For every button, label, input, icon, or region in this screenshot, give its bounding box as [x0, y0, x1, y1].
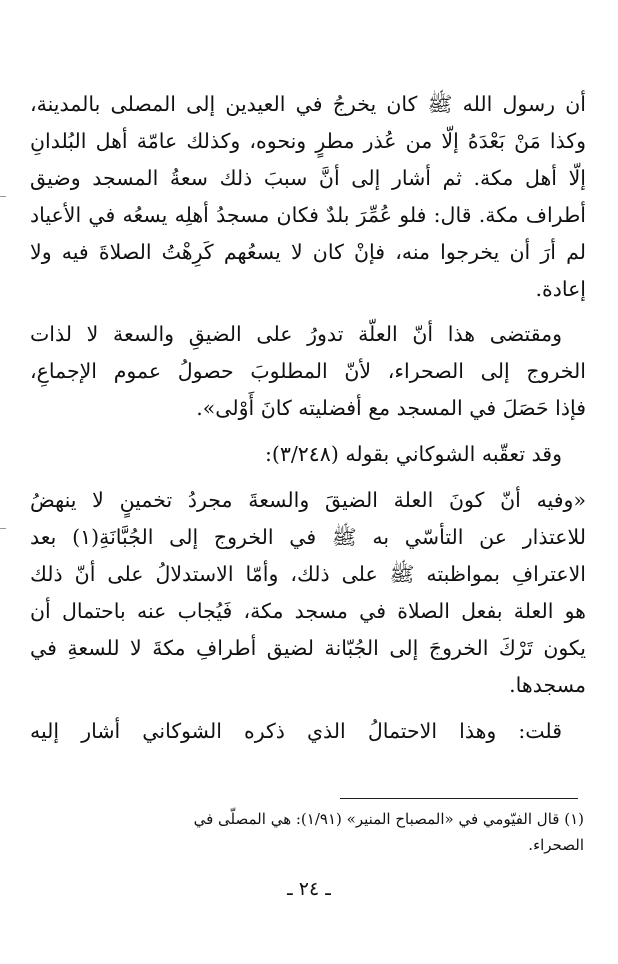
- body-line-14: هو العلة بفعل الصلاة في مسجد مكة، فَيُجاب عنه باحتمال أن: [30, 599, 586, 623]
- body-line-13: الاعترافِ بمواظبته ﷺ على ذلك، وأمّا الاستدلالُ على أنّ ذلك: [30, 562, 586, 586]
- body-line-8: الخروج إلى الصحراء، لأنّ المطلوبَ حصولُ عموم الإجماعِ،: [30, 359, 586, 383]
- body-line-2: وكذا مَنْ بَعْدَهُ إلّا من عُذر مطرٍ ونحوه، وكذلك عامّة أهل البُلدانِ: [30, 129, 586, 153]
- footnote-divider: [340, 798, 578, 799]
- body-line-4: أطراف مكة. قال: فلو عُمِّرَ بلدٌ فكان مسجدُ أهلِه يسعُه في الأعياد: [30, 203, 586, 227]
- scan-edge-mark: [0, 196, 6, 197]
- body-line-5: لم أرَ أن يخرجوا منه، فإنْ كان لا يسعُهم كَرِهْتُ الصلاةَ فيه ولا: [30, 240, 586, 264]
- footnote-line-1: (١) قال الفيّومي في «المصباح المنير» (١/٩١): هي المصلّى في: [193, 810, 584, 828]
- page-number: ـ ٢٤ ـ: [287, 878, 331, 900]
- body-line-10: وقد تعقّبه الشوكاني بقوله (٣/٢٤٨):: [264, 442, 562, 466]
- body-line-17: قلت: وهذا الاحتمالُ الذي ذكره الشوكاني أشار إليه: [30, 719, 562, 743]
- body-line-11: «وفيه أنّ كونَ العلة الضيقَ والسعةَ مجردُ تخمينٍ لا ينهضُ: [30, 488, 586, 512]
- body-line-15: يكون تَرْكَ الخروجَ إلى الجُبّانة لضيق أطرافِ مكةَ لا للسعةِ في: [30, 636, 587, 660]
- scan-edge-mark: [0, 528, 6, 529]
- footnote-line-2: الصحراء.: [528, 836, 584, 854]
- body-line-7: ومقتضى هذا أنّ العلّة تدورُ على الضيقِ والسعة لا لذات: [30, 322, 562, 346]
- body-line-16: مسجدها.: [509, 673, 586, 697]
- body-line-1: أن رسول الله ﷺ كان يخرجُ في العيدين إلى المصلى بالمدينة،: [30, 92, 586, 116]
- body-line-12: للاعتذار عن التأسّي به ﷺ في الخروج إلى الجُبَّانَةِ(١) بعد: [30, 525, 586, 549]
- body-line-9: فإذا حَصَلَ في المسجد مع أفضليته كانَ أَوْلى».: [196, 396, 586, 420]
- body-line-3: إلّا أهل مكة. ثم أشار إلى أنَّ سببَ ذلك سعةُ المسجد وضيق: [30, 166, 586, 190]
- body-line-6: إعادة.: [535, 277, 586, 301]
